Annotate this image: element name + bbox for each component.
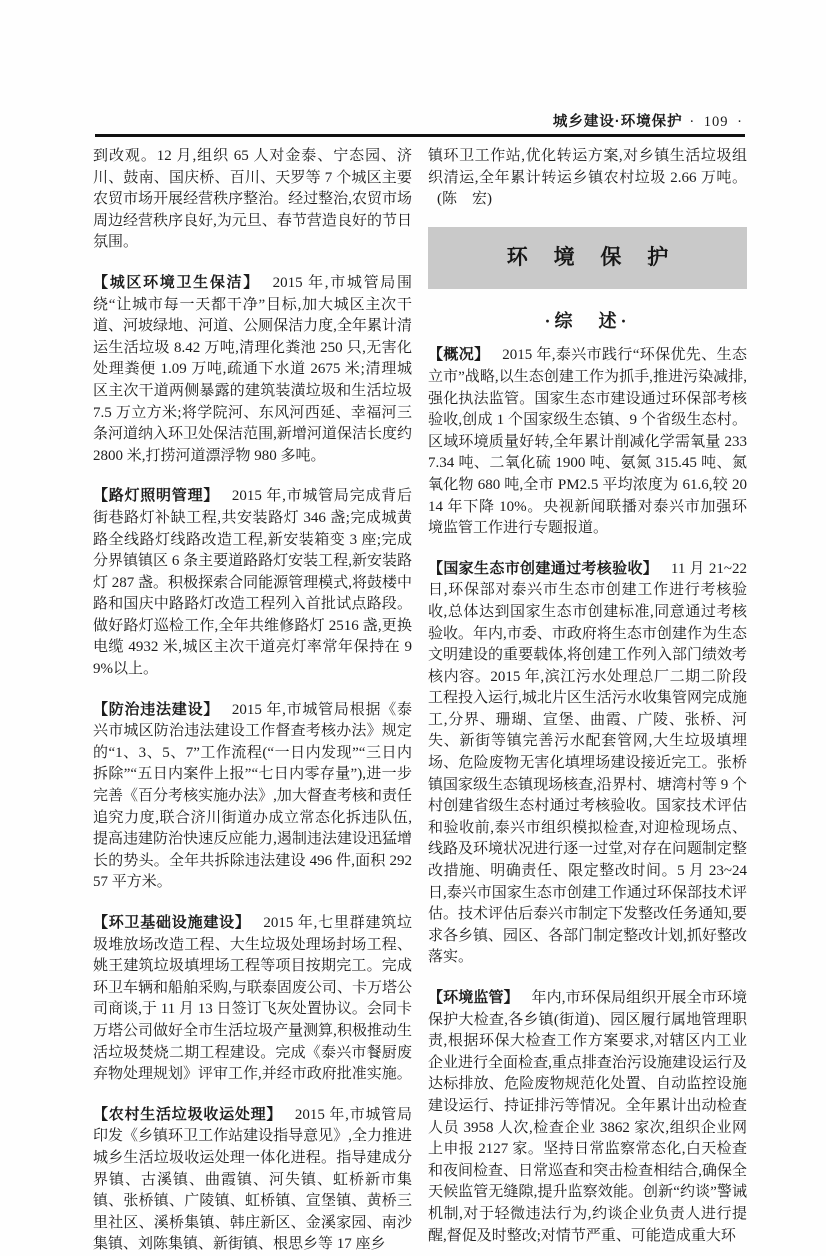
section-body: 11 月 21~22 日,环保部对泰兴市生态市创建工作进行考核验收,总体达到国家生态市创建标准,同意通过考核验收。年内,市委、市政府将生态市创建作为生态文明建设的重要载体,将创建工作列入部门绩效考核内容。2015 年,滨江污水处理总厂二期二阶段工程投入运行,城北片区生活污水收集管网完成施工,分界、珊瑚、宣堡、曲霞、广陵、张桥、河失、新街等镇完善污水配套管网,大生垃圾填埋场、危险废物无害化填埋场建设接近完工。张桥镇国家级生态镇现场核查,沿界村、塘湾村等 9 个村创建省级生态村通过考核验收。国家技术评估和验收前,泰兴市组织模拟检查,对迎检现场点、线路及环境状况进行逐一过堂,对存在问题制定整改措施、明确责任、限定整改时间。5 月 23~24 日,泰兴市国家生态市创建工作通过环保部技术评估。技术评估后泰兴市制定下发整改任务通知,要求各乡镇、园区、各部门制定整改计划,抓好整改落实。 <box>428 560 747 966</box>
section-body: 2015 年,市城管局完成背后街巷路灯补缺工程,共安装路灯 346 盏;完成城黄路全线路灯线路改造工程,新安装箱变 3 座;完成分界镇镇区 6 条主要道路路灯安装工程,新安装路灯 287 盏。积极探索合同能源管理模式,将鼓楼中路和国庆中路路灯改造工程列入首批试点路段。做好路灯巡检工作,全年共维修路灯 2516 盏,更换电缆 4932 米,城区主次干道亮灯率常年保持在 99%以上。 <box>93 488 412 678</box>
chapter-title-box <box>428 227 747 289</box>
right-column <box>428 146 747 1244</box>
section-head: 【环卫基础设施建设】 <box>93 914 251 931</box>
header-separator-right: · <box>737 114 743 130</box>
section-head: 【国家生态市创建通过考核验收】 <box>428 559 659 577</box>
section-illegal-construction <box>93 699 412 894</box>
section-rural-waste-collection <box>93 1104 412 1256</box>
left-column <box>93 146 412 1253</box>
section-head: 【城区环境卫生保洁】 <box>93 273 260 291</box>
section-head: 【农村生活垃圾收运处理】 <box>93 1105 283 1123</box>
continuation-paragraph <box>428 146 747 211</box>
section-body: 2015 年,七里群建筑垃圾堆放场改造工程、大生垃圾处理场封场工程、姚王建筑垃圾填埋场工程等项目按期完工。完成环卫车辆和船舶采购,与联泰固废公司、卡万塔公司商谈,于 11 月 13 日签订飞灰处置协议。会同卡万塔公司做好全市生活垃圾产量测算,积极推动生活垃圾焚烧二期工程建设。完成《泰兴市餐厨废弃物处理规划》评审工作,并经市政府批准实施。 <box>93 915 412 1083</box>
section-national-eco-city-acceptance <box>428 558 747 969</box>
section-head: 【概况】 <box>428 346 490 364</box>
section-body: 2015 年,市城管局印发《乡镇环卫工作站建设指导意见》,全力推进城乡生活垃圾收运处理一体化进程。指导建成分界镇、古溪镇、曲霞镇、河失镇、虹桥新市集镇、张桥镇、广陵镇、虹桥镇、宣堡镇、黄桥三里社区、溪桥集镇、韩庄新区、金溪家园、南沙集镇、刘陈集镇、新街镇、根思乡等 17 座乡 <box>93 1106 412 1253</box>
continuation-paragraph: 到改观。12 月,组织 65 人对金泰、宁态园、济川、鼓南、国庆桥、百川、天罗等 7 个城区主要农贸市场开展经营秩序整治。经过整治,农贸市场周边经营秩序良好,为元旦、春节营造良好的节日氛围。 <box>93 148 412 251</box>
section-head: 【路灯照明管理】 <box>93 487 220 505</box>
page-header <box>95 110 745 131</box>
text-columns <box>93 146 747 1253</box>
section-sanitation-infrastructure <box>93 912 412 1086</box>
section-environmental-supervision <box>428 987 747 1247</box>
section-body: 2015 年,市城管局围绕“让城市每一天都干净”目标,加大城区主次干道、河坡绿地、河道、公厕保洁力度,全年累计清运生活垃圾 8.42 万吨,清理化粪池 250 只,无害化处理粪便 1.09 万吨,疏通下水道 2675 米;清理城区主次干道两侧暴露的建筑装潢垃圾和生活垃圾 7.5 万立方米;将学院河、东风河西延、幸福河三条河道纳入环卫处保洁范围,新增河道保洁长度约 2800 米,打捞河道漂浮物 980 多吨。 <box>93 274 412 464</box>
subsection-heading-overview: ·综 述· <box>544 310 631 331</box>
continuation-text: 镇环卫工作站,优化转运方案,对乡镇生活垃圾组织清运,全年累计转运乡镇农村垃圾 2.66 万吨。 <box>428 148 747 186</box>
section-body: 年内,市环保局组织开展全市环境保护大检查,各乡镇(街道)、园区履行属地管理职责,根据环保大检查工作方案要求,对辖区内工业企业进行全面检查,重点排查治污设施建设运行及达标排放、危险废物规范化处置、自动监控设施建设运行、持证排污等情况。全年累计出动检查人员 3958 人次,检查企业 3862 家次,组织企业网上申报 2127 家。坚持日常监察常态化,白天检查和夜间检查、日常巡查和突击检查相结合,确保全天候监管无缝隙,提升监察效能。创新“约谈”警诫机制,对于轻微违法行为,约谈企业负责人进行提醒,督促及时整改;对情节严重、可能造成重大环 <box>428 990 747 1244</box>
page-number: 109 <box>703 114 729 130</box>
chapter-title: 环 境 保 护 <box>506 245 679 269</box>
section-head: 【环境监管】 <box>428 989 519 1006</box>
section-urban-sanitation <box>93 272 412 467</box>
section-body: 2015 年,泰兴市践行“环保优先、生态立市”战略,以生态创建工作为抓手,推进污染减排,强化执法监管。国家生态市建设通过环保部考核验收,创成 1 个国家级生态镇、9 个省级生态村。区域环境质量好转,全年累计削减化学需氧量 2337.34 吨、二氧化硫 1900 吨、氨氮 315.45 吨、氮氧化物 680 吨,全市 PM2.5 平均浓度为 61.6,较 2014 年下降 10%。央视新闻联播对泰兴市加强环境监管工作进行专题报道。 <box>428 347 747 537</box>
header-rule <box>95 134 745 137</box>
section-body: 2015 年,市城管局根据《泰兴市城区防治违法建设工作督查考核办法》规定的“1、3、5、7”工作流程(“一日内发现”“三日内拆除”“五日内案件上报”“七日内零存量”),进一步完善《百分考核实施办法》,加大督查考核和责任追究力度,联合济川街道办成立常态化拆违队伍,提高违建防治快速反应能力,遏制违法建设迅猛增长的势头。全年共拆除违法建设 496 件,面积 29257 平方米。 <box>93 701 412 891</box>
header-separator-left: · <box>689 114 696 130</box>
section-general-situation <box>428 344 747 539</box>
running-head-title: 城乡建设·环境保护 <box>552 114 683 130</box>
section-streetlight-management <box>93 485 412 680</box>
section-head: 【防治违法建设】 <box>93 700 220 718</box>
author-byline: (陈 宏) <box>437 191 492 208</box>
